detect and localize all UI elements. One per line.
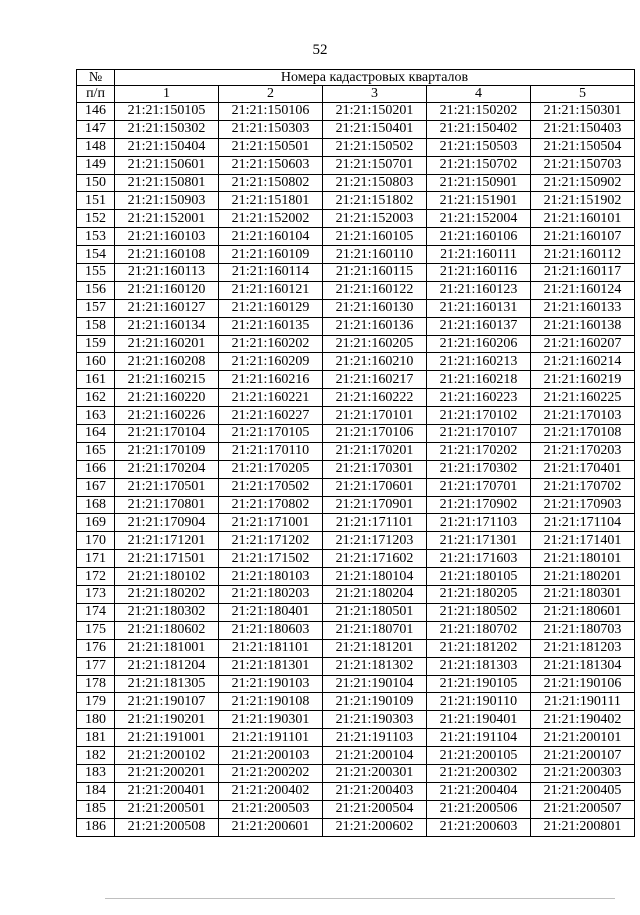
cadastral-number-cell: 21:21:181305 bbox=[115, 675, 219, 693]
cadastral-number-cell: 21:21:171401 bbox=[531, 532, 635, 550]
row-number: 152 bbox=[77, 210, 115, 228]
row-number: 162 bbox=[77, 389, 115, 407]
cadastral-number-cell: 21:21:180201 bbox=[531, 568, 635, 586]
cadastral-number-cell: 21:21:150504 bbox=[531, 138, 635, 156]
group-header: Номера кадастровых кварталов bbox=[115, 70, 635, 86]
cadastral-number-cell: 21:21:150302 bbox=[115, 120, 219, 138]
row-number: 186 bbox=[77, 818, 115, 836]
cadastral-number-cell: 21:21:200402 bbox=[219, 782, 323, 800]
table-row bbox=[77, 693, 635, 711]
cadastral-number-cell: 21:21:190301 bbox=[219, 711, 323, 729]
cadastral-number-cell: 21:21:150105 bbox=[115, 103, 219, 121]
cadastral-number-cell: 21:21:190303 bbox=[323, 711, 427, 729]
row-number: 168 bbox=[77, 496, 115, 514]
table-row bbox=[77, 729, 635, 747]
row-number: 148 bbox=[77, 138, 115, 156]
row-number: 153 bbox=[77, 228, 115, 246]
cadastral-number-cell: 21:21:170702 bbox=[531, 478, 635, 496]
cadastral-number-cell: 21:21:160210 bbox=[323, 353, 427, 371]
table-row bbox=[77, 299, 635, 317]
cadastral-number-cell: 21:21:200501 bbox=[115, 800, 219, 818]
scan-edge-line bbox=[105, 898, 615, 899]
cadastral-number-cell: 21:21:181302 bbox=[323, 657, 427, 675]
cadastral-number-cell: 21:21:191103 bbox=[323, 729, 427, 747]
row-number: 159 bbox=[77, 335, 115, 353]
cadastral-number-cell: 21:21:160130 bbox=[323, 299, 427, 317]
cadastral-number-cell: 21:21:160106 bbox=[427, 228, 531, 246]
cadastral-number-cell: 21:21:150801 bbox=[115, 174, 219, 192]
cadastral-number-cell: 21:21:152001 bbox=[115, 210, 219, 228]
cadastral-number-cell: 21:21:200404 bbox=[427, 782, 531, 800]
cadastral-number-cell: 21:21:180301 bbox=[531, 586, 635, 604]
row-number: 179 bbox=[77, 693, 115, 711]
cadastral-number-cell: 21:21:160113 bbox=[115, 264, 219, 282]
cadastral-number-cell: 21:21:150903 bbox=[115, 192, 219, 210]
cadastral-number-cell: 21:21:160120 bbox=[115, 281, 219, 299]
row-number: 185 bbox=[77, 800, 115, 818]
cadastral-number-cell: 21:21:150902 bbox=[531, 174, 635, 192]
column-header: 2 bbox=[219, 86, 323, 103]
cadastral-number-cell: 21:21:180104 bbox=[323, 568, 427, 586]
table-row bbox=[77, 174, 635, 192]
cadastral-number-cell: 21:21:160131 bbox=[427, 299, 531, 317]
cadastral-number-cell: 21:21:170901 bbox=[323, 496, 427, 514]
cadastral-number-cell: 21:21:190107 bbox=[115, 693, 219, 711]
cadastral-number-cell: 21:21:150503 bbox=[427, 138, 531, 156]
cadastral-number-cell: 21:21:170101 bbox=[323, 407, 427, 425]
cadastral-number-cell: 21:21:200504 bbox=[323, 800, 427, 818]
cadastral-number-cell: 21:21:160110 bbox=[323, 246, 427, 264]
row-number: 180 bbox=[77, 711, 115, 729]
cadastral-number-cell: 21:21:160134 bbox=[115, 317, 219, 335]
cadastral-number-cell: 21:21:200201 bbox=[115, 764, 219, 782]
table-row bbox=[77, 764, 635, 782]
row-number: 183 bbox=[77, 764, 115, 782]
table-row bbox=[77, 514, 635, 532]
cadastral-number-cell: 21:21:190105 bbox=[427, 675, 531, 693]
row-number: 175 bbox=[77, 621, 115, 639]
row-number: 170 bbox=[77, 532, 115, 550]
table-row bbox=[77, 120, 635, 138]
cadastral-number-cell: 21:21:180501 bbox=[323, 603, 427, 621]
cadastral-number-cell: 21:21:160225 bbox=[531, 389, 635, 407]
cadastral-number-cell: 21:21:160122 bbox=[323, 281, 427, 299]
cadastral-number-cell: 21:21:160138 bbox=[531, 317, 635, 335]
cadastral-number-cell: 21:21:200601 bbox=[219, 818, 323, 836]
table-row bbox=[77, 478, 635, 496]
cadastral-number-cell: 21:21:171104 bbox=[531, 514, 635, 532]
table-row bbox=[77, 228, 635, 246]
table-row bbox=[77, 281, 635, 299]
table-row bbox=[77, 460, 635, 478]
row-number: 167 bbox=[77, 478, 115, 496]
row-number: 176 bbox=[77, 639, 115, 657]
table-row bbox=[77, 389, 635, 407]
row-number: 150 bbox=[77, 174, 115, 192]
cadastral-number-cell: 21:21:152003 bbox=[323, 210, 427, 228]
cadastral-number-cell: 21:21:151801 bbox=[219, 192, 323, 210]
cadastral-number-cell: 21:21:171602 bbox=[323, 550, 427, 568]
cadastral-number-cell: 21:21:170106 bbox=[323, 425, 427, 443]
cadastral-number-cell: 21:21:171301 bbox=[427, 532, 531, 550]
cadastral-number-cell: 21:21:150802 bbox=[219, 174, 323, 192]
cadastral-number-cell: 21:21:160101 bbox=[531, 210, 635, 228]
cadastral-number-cell: 21:21:170107 bbox=[427, 425, 531, 443]
cadastral-number-cell: 21:21:160219 bbox=[531, 371, 635, 389]
cadastral-number-cell: 21:21:200603 bbox=[427, 818, 531, 836]
cadastral-number-cell: 21:21:180202 bbox=[115, 586, 219, 604]
cadastral-number-cell: 21:21:181304 bbox=[531, 657, 635, 675]
cadastral-number-cell: 21:21:190103 bbox=[219, 675, 323, 693]
cadastral-number-cell: 21:21:170401 bbox=[531, 460, 635, 478]
row-number: 161 bbox=[77, 371, 115, 389]
cadastral-number-cell: 21:21:160104 bbox=[219, 228, 323, 246]
column-header: 4 bbox=[427, 86, 531, 103]
table-row bbox=[77, 657, 635, 675]
table-row bbox=[77, 782, 635, 800]
cadastral-number-cell: 21:21:150502 bbox=[323, 138, 427, 156]
cadastral-number-cell: 21:21:200508 bbox=[115, 818, 219, 836]
cadastral-number-cell: 21:21:181303 bbox=[427, 657, 531, 675]
row-number: 146 bbox=[77, 103, 115, 121]
cadastral-number-cell: 21:21:160117 bbox=[531, 264, 635, 282]
cadastral-number-cell: 21:21:160213 bbox=[427, 353, 531, 371]
cadastral-number-cell: 21:21:171202 bbox=[219, 532, 323, 550]
table-row bbox=[77, 335, 635, 353]
row-number: 156 bbox=[77, 281, 115, 299]
table-body bbox=[77, 103, 635, 837]
cadastral-number-cell: 21:21:170102 bbox=[427, 407, 531, 425]
cadastral-number-cell: 21:21:160216 bbox=[219, 371, 323, 389]
cadastral-number-cell: 21:21:200602 bbox=[323, 818, 427, 836]
cadastral-number-cell: 21:21:200503 bbox=[219, 800, 323, 818]
cadastral-number-cell: 21:21:180102 bbox=[115, 568, 219, 586]
cadastral-number-cell: 21:21:160202 bbox=[219, 335, 323, 353]
cadastral-number-cell: 21:21:160137 bbox=[427, 317, 531, 335]
cadastral-number-cell: 21:21:170601 bbox=[323, 478, 427, 496]
cadastral-number-cell: 21:21:200301 bbox=[323, 764, 427, 782]
cadastral-number-cell: 21:21:160103 bbox=[115, 228, 219, 246]
cadastral-number-cell: 21:21:150701 bbox=[323, 156, 427, 174]
cadastral-number-cell: 21:21:170110 bbox=[219, 442, 323, 460]
cadastral-number-cell: 21:21:160115 bbox=[323, 264, 427, 282]
row-number: 154 bbox=[77, 246, 115, 264]
cadastral-number-cell: 21:21:160215 bbox=[115, 371, 219, 389]
cadastral-number-cell: 21:21:181201 bbox=[323, 639, 427, 657]
cadastral-number-cell: 21:21:200507 bbox=[531, 800, 635, 818]
cadastral-number-cell: 21:21:160222 bbox=[323, 389, 427, 407]
cadastral-number-cell: 21:21:180601 bbox=[531, 603, 635, 621]
table-row bbox=[77, 317, 635, 335]
cadastral-number-cell: 21:21:160209 bbox=[219, 353, 323, 371]
cadastral-number-cell: 21:21:170108 bbox=[531, 425, 635, 443]
cadastral-number-cell: 21:21:200403 bbox=[323, 782, 427, 800]
cadastral-number-cell: 21:21:190106 bbox=[531, 675, 635, 693]
cadastral-number-cell: 21:21:171201 bbox=[115, 532, 219, 550]
cadastral-number-cell: 21:21:170801 bbox=[115, 496, 219, 514]
cadastral-number-cell: 21:21:180204 bbox=[323, 586, 427, 604]
row-number: 165 bbox=[77, 442, 115, 460]
cadastral-number-cell: 21:21:200303 bbox=[531, 764, 635, 782]
col-num-header: № bbox=[77, 70, 115, 86]
row-number: 166 bbox=[77, 460, 115, 478]
cadastral-number-cell: 21:21:171603 bbox=[427, 550, 531, 568]
cadastral-number-cell: 21:21:200101 bbox=[531, 729, 635, 747]
cadastral-number-cell: 21:21:190109 bbox=[323, 693, 427, 711]
cadastral-number-cell: 21:21:180703 bbox=[531, 621, 635, 639]
row-number: 164 bbox=[77, 425, 115, 443]
cadastral-number-cell: 21:21:171502 bbox=[219, 550, 323, 568]
row-number: 169 bbox=[77, 514, 115, 532]
table-row bbox=[77, 138, 635, 156]
cadastral-number-cell: 21:21:181001 bbox=[115, 639, 219, 657]
cadastral-number-cell: 21:21:200302 bbox=[427, 764, 531, 782]
row-number: 171 bbox=[77, 550, 115, 568]
table-row bbox=[77, 210, 635, 228]
cadastral-number-cell: 21:21:170802 bbox=[219, 496, 323, 514]
cadastral-number-cell: 21:21:152002 bbox=[219, 210, 323, 228]
cadastral-number-cell: 21:21:200104 bbox=[323, 747, 427, 765]
cadastral-number-cell: 21:21:180101 bbox=[531, 550, 635, 568]
table-row bbox=[77, 192, 635, 210]
table-row bbox=[77, 675, 635, 693]
cadastral-number-cell: 21:21:160123 bbox=[427, 281, 531, 299]
cadastral-number-cell: 21:21:160221 bbox=[219, 389, 323, 407]
table-row bbox=[77, 747, 635, 765]
row-number: 182 bbox=[77, 747, 115, 765]
cadastral-number-cell: 21:21:180302 bbox=[115, 603, 219, 621]
cadastral-number-cell: 21:21:171103 bbox=[427, 514, 531, 532]
cadastral-number-cell: 21:21:160208 bbox=[115, 353, 219, 371]
cadastral-number-cell: 21:21:160201 bbox=[115, 335, 219, 353]
cadastral-number-cell: 21:21:181204 bbox=[115, 657, 219, 675]
cadastral-number-cell: 21:21:180401 bbox=[219, 603, 323, 621]
row-number: 174 bbox=[77, 603, 115, 621]
cadastral-number-cell: 21:21:150202 bbox=[427, 103, 531, 121]
table-row bbox=[77, 818, 635, 836]
row-number: 151 bbox=[77, 192, 115, 210]
cadastral-number-cell: 21:21:151901 bbox=[427, 192, 531, 210]
cadastral-number-cell: 21:21:150201 bbox=[323, 103, 427, 121]
cadastral-number-cell: 21:21:160226 bbox=[115, 407, 219, 425]
cadastral-number-cell: 21:21:170701 bbox=[427, 478, 531, 496]
cadastral-number-cell: 21:21:170904 bbox=[115, 514, 219, 532]
column-header: 1 bbox=[115, 86, 219, 103]
cadastral-number-cell: 21:21:150803 bbox=[323, 174, 427, 192]
cadastral-number-cell: 21:21:170204 bbox=[115, 460, 219, 478]
cadastral-number-cell: 21:21:181301 bbox=[219, 657, 323, 675]
table-row bbox=[77, 800, 635, 818]
cadastral-number-cell: 21:21:160114 bbox=[219, 264, 323, 282]
cadastral-number-cell: 21:21:170902 bbox=[427, 496, 531, 514]
cadastral-number-cell: 21:21:180103 bbox=[219, 568, 323, 586]
cadastral-number-cell: 21:21:180205 bbox=[427, 586, 531, 604]
cadastral-number-cell: 21:21:170103 bbox=[531, 407, 635, 425]
cadastral-number-cell: 21:21:170903 bbox=[531, 496, 635, 514]
table-row bbox=[77, 353, 635, 371]
cadastral-number-cell: 21:21:170203 bbox=[531, 442, 635, 460]
cadastral-number-cell: 21:21:150106 bbox=[219, 103, 323, 121]
cadastral-number-cell: 21:21:150702 bbox=[427, 156, 531, 174]
cadastral-number-cell: 21:21:150402 bbox=[427, 120, 531, 138]
cadastral-number-cell: 21:21:160129 bbox=[219, 299, 323, 317]
cadastral-number-cell: 21:21:200506 bbox=[427, 800, 531, 818]
cadastral-number-cell: 21:21:181202 bbox=[427, 639, 531, 657]
row-number: 155 bbox=[77, 264, 115, 282]
column-header: 3 bbox=[323, 86, 427, 103]
cadastral-number-cell: 21:21:171001 bbox=[219, 514, 323, 532]
cadastral-number-cell: 21:21:190402 bbox=[531, 711, 635, 729]
cadastral-number-cell: 21:21:180702 bbox=[427, 621, 531, 639]
table-row bbox=[77, 407, 635, 425]
table-row bbox=[77, 550, 635, 568]
cadastral-number-cell: 21:21:200102 bbox=[115, 747, 219, 765]
cadastral-number-cell: 21:21:200401 bbox=[115, 782, 219, 800]
cadastral-number-cell: 21:21:200107 bbox=[531, 747, 635, 765]
cadastral-number-cell: 21:21:151802 bbox=[323, 192, 427, 210]
table-row bbox=[77, 568, 635, 586]
row-number: 157 bbox=[77, 299, 115, 317]
table-row bbox=[77, 103, 635, 121]
cadastral-number-cell: 21:21:160205 bbox=[323, 335, 427, 353]
cadastral-number-cell: 21:21:150303 bbox=[219, 120, 323, 138]
cadastral-number-cell: 21:21:191101 bbox=[219, 729, 323, 747]
cadastral-number-cell: 21:21:200202 bbox=[219, 764, 323, 782]
cadastral-number-cell: 21:21:150603 bbox=[219, 156, 323, 174]
cadastral-number-cell: 21:21:200105 bbox=[427, 747, 531, 765]
cadastral-number-cell: 21:21:180203 bbox=[219, 586, 323, 604]
cadastral-number-cell: 21:21:160217 bbox=[323, 371, 427, 389]
cadastral-number-cell: 21:21:160116 bbox=[427, 264, 531, 282]
cadastral-number-cell: 21:21:160127 bbox=[115, 299, 219, 317]
cadastral-number-cell: 21:21:170201 bbox=[323, 442, 427, 460]
table-row bbox=[77, 711, 635, 729]
row-number: 160 bbox=[77, 353, 115, 371]
cadastral-number-cell: 21:21:160207 bbox=[531, 335, 635, 353]
cadastral-number-cell: 21:21:190111 bbox=[531, 693, 635, 711]
cadastral-number-cell: 21:21:190108 bbox=[219, 693, 323, 711]
cadastral-number-cell: 21:21:160220 bbox=[115, 389, 219, 407]
row-number: 184 bbox=[77, 782, 115, 800]
cadastral-number-cell: 21:21:160109 bbox=[219, 246, 323, 264]
cadastral-number-cell: 21:21:191001 bbox=[115, 729, 219, 747]
page-number: 52 bbox=[312, 42, 328, 58]
cadastral-number-cell: 21:21:160105 bbox=[323, 228, 427, 246]
cadastral-number-cell: 21:21:160111 bbox=[427, 246, 531, 264]
cadastral-number-cell: 21:21:150403 bbox=[531, 120, 635, 138]
cadastral-number-cell: 21:21:180105 bbox=[427, 568, 531, 586]
row-number: 163 bbox=[77, 407, 115, 425]
cadastral-number-cell: 21:21:160112 bbox=[531, 246, 635, 264]
cadastral-number-cell: 21:21:180701 bbox=[323, 621, 427, 639]
row-number: 178 bbox=[77, 675, 115, 693]
table-row bbox=[77, 621, 635, 639]
cadastral-number-cell: 21:21:170105 bbox=[219, 425, 323, 443]
table-row bbox=[77, 603, 635, 621]
cadastral-number-cell: 21:21:160206 bbox=[427, 335, 531, 353]
table-row bbox=[77, 425, 635, 443]
cadastral-number-cell: 21:21:190110 bbox=[427, 693, 531, 711]
cadastral-number-cell: 21:21:170202 bbox=[427, 442, 531, 460]
cadastral-number-cell: 21:21:150404 bbox=[115, 138, 219, 156]
cadastral-number-cell: 21:21:190201 bbox=[115, 711, 219, 729]
col-num-subheader: п/п bbox=[77, 86, 115, 103]
cadastral-number-cell: 21:21:150901 bbox=[427, 174, 531, 192]
cadastral-number-cell: 21:21:150401 bbox=[323, 120, 427, 138]
cadastral-number-cell: 21:21:200405 bbox=[531, 782, 635, 800]
table-row bbox=[77, 639, 635, 657]
cadastral-number-cell: 21:21:200801 bbox=[531, 818, 635, 836]
cadastral-number-cell: 21:21:190401 bbox=[427, 711, 531, 729]
cadastral-number-cell: 21:21:160135 bbox=[219, 317, 323, 335]
table-row bbox=[77, 586, 635, 604]
cadastral-number-cell: 21:21:170104 bbox=[115, 425, 219, 443]
table-row bbox=[77, 496, 635, 514]
cadastral-number-cell: 21:21:171101 bbox=[323, 514, 427, 532]
cadastral-number-cell: 21:21:150703 bbox=[531, 156, 635, 174]
cadastral-number-cell: 21:21:151902 bbox=[531, 192, 635, 210]
cadastral-number-cell: 21:21:150301 bbox=[531, 103, 635, 121]
row-number: 173 bbox=[77, 586, 115, 604]
cadastral-number-cell: 21:21:200103 bbox=[219, 747, 323, 765]
row-number: 149 bbox=[77, 156, 115, 174]
cadastral-number-cell: 21:21:170205 bbox=[219, 460, 323, 478]
cadastral-number-cell: 21:21:160124 bbox=[531, 281, 635, 299]
cadastral-number-cell: 21:21:160214 bbox=[531, 353, 635, 371]
row-number: 158 bbox=[77, 317, 115, 335]
cadastral-number-cell: 21:21:160108 bbox=[115, 246, 219, 264]
cadastral-number-cell: 21:21:150601 bbox=[115, 156, 219, 174]
cadastral-number-cell: 21:21:190104 bbox=[323, 675, 427, 693]
column-header: 5 bbox=[531, 86, 635, 103]
cadastral-number-cell: 21:21:180603 bbox=[219, 621, 323, 639]
cadastral-number-cell: 21:21:170502 bbox=[219, 478, 323, 496]
cadastral-number-cell: 21:21:171501 bbox=[115, 550, 219, 568]
cadastral-number-cell: 21:21:170501 bbox=[115, 478, 219, 496]
table-row bbox=[77, 264, 635, 282]
row-number: 177 bbox=[77, 657, 115, 675]
cadastral-number-cell: 21:21:181203 bbox=[531, 639, 635, 657]
row-number: 181 bbox=[77, 729, 115, 747]
cadastral-number-cell: 21:21:160136 bbox=[323, 317, 427, 335]
cadastral-number-cell: 21:21:180602 bbox=[115, 621, 219, 639]
table-row bbox=[77, 532, 635, 550]
cadastral-number-cell: 21:21:160121 bbox=[219, 281, 323, 299]
table-row bbox=[77, 156, 635, 174]
cadastral-number-cell: 21:21:160227 bbox=[219, 407, 323, 425]
cadastral-number-cell: 21:21:181101 bbox=[219, 639, 323, 657]
cadastral-number-cell: 21:21:152004 bbox=[427, 210, 531, 228]
cadastral-number-cell: 21:21:170302 bbox=[427, 460, 531, 478]
table-row bbox=[77, 246, 635, 264]
cadastral-number-cell: 21:21:150501 bbox=[219, 138, 323, 156]
cadastral-number-cell: 21:21:160218 bbox=[427, 371, 531, 389]
cadastral-number-cell: 21:21:180502 bbox=[427, 603, 531, 621]
row-number: 147 bbox=[77, 120, 115, 138]
cadastral-number-cell: 21:21:170109 bbox=[115, 442, 219, 460]
cadastral-quarters-table bbox=[76, 69, 635, 837]
table-row bbox=[77, 371, 635, 389]
table-row bbox=[77, 442, 635, 460]
cadastral-number-cell: 21:21:160133 bbox=[531, 299, 635, 317]
cadastral-number-cell: 21:21:170301 bbox=[323, 460, 427, 478]
row-number: 172 bbox=[77, 568, 115, 586]
cadastral-number-cell: 21:21:160223 bbox=[427, 389, 531, 407]
cadastral-number-cell: 21:21:191104 bbox=[427, 729, 531, 747]
cadastral-number-cell: 21:21:160107 bbox=[531, 228, 635, 246]
cadastral-number-cell: 21:21:171203 bbox=[323, 532, 427, 550]
